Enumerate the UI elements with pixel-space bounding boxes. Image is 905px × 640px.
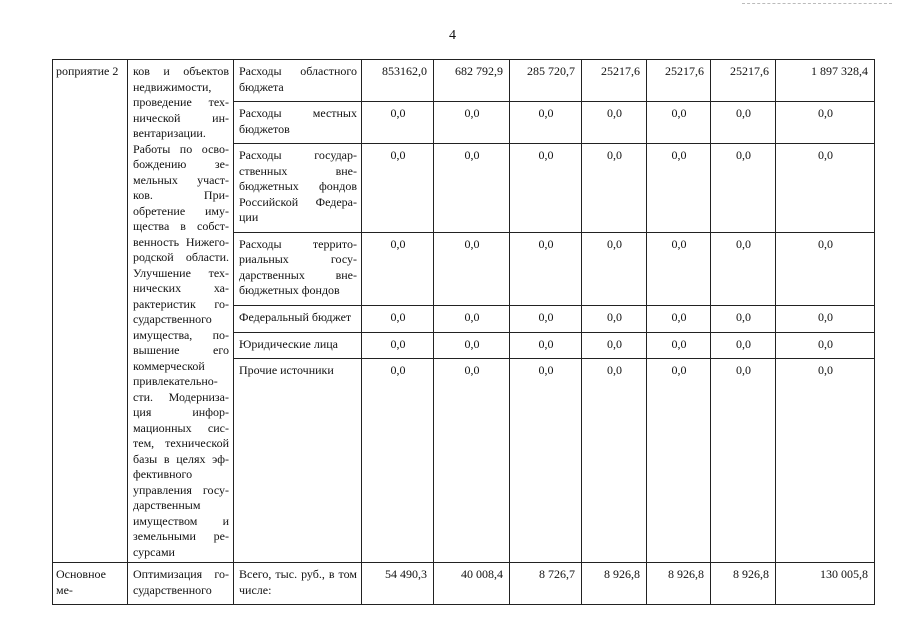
measure-label-cell: Основное ме- (53, 563, 128, 605)
value-cell: 0,0 (582, 332, 647, 359)
measure-label-cell: роприятие 2 (53, 60, 128, 563)
value-cell: 0,0 (510, 305, 582, 332)
value-cell: 0,0 (510, 332, 582, 359)
value-cell: 0,0 (582, 232, 647, 305)
source-cell: Расходы местных бюджетов (234, 102, 362, 144)
value-cell: 0,0 (647, 144, 711, 232)
measure-description-cell (128, 60, 234, 563)
source-cell: Федеральный бюджет (234, 305, 362, 332)
value-cell: 0,0 (362, 305, 434, 332)
value-cell: 8 926,8 (582, 563, 647, 605)
source-cell: Прочие источники (234, 359, 362, 563)
value-cell: 0,0 (776, 359, 875, 563)
value-cell: 1 897 328,4 (776, 60, 875, 102)
value-cell: 853162,0 (362, 60, 434, 102)
value-cell: 0,0 (711, 305, 776, 332)
value-cell: 0,0 (362, 332, 434, 359)
value-cell: 25217,6 (647, 60, 711, 102)
value-cell: 0,0 (434, 232, 510, 305)
value-cell: 285 720,7 (510, 60, 582, 102)
value-cell: 0,0 (647, 359, 711, 563)
value-cell: 0,0 (434, 144, 510, 232)
value-cell: 0,0 (711, 332, 776, 359)
value-cell: 682 792,9 (434, 60, 510, 102)
value-cell: 0,0 (776, 305, 875, 332)
value-cell: 0,0 (582, 305, 647, 332)
value-cell: 0,0 (582, 144, 647, 232)
value-cell: 0,0 (434, 102, 510, 144)
value-cell: 0,0 (776, 332, 875, 359)
value-cell: 0,0 (434, 332, 510, 359)
table-row (53, 60, 875, 102)
value-cell: 0,0 (776, 144, 875, 232)
value-cell: 0,0 (711, 102, 776, 144)
value-cell: 0,0 (711, 232, 776, 305)
value-cell: 8 726,7 (510, 563, 582, 605)
source-cell: Юридические лица (234, 332, 362, 359)
value-cell: 0,0 (362, 359, 434, 563)
value-cell: 0,0 (647, 332, 711, 359)
value-cell: 0,0 (434, 359, 510, 563)
value-cell: 0,0 (362, 232, 434, 305)
value-cell: 0,0 (582, 359, 647, 563)
top-dashed-rule (742, 3, 892, 4)
value-cell: 8 926,8 (711, 563, 776, 605)
budget-table (52, 59, 875, 605)
value-cell: 25217,6 (582, 60, 647, 102)
value-cell: 0,0 (582, 102, 647, 144)
value-cell: 0,0 (510, 359, 582, 563)
value-cell: 0,0 (434, 305, 510, 332)
value-cell: 0,0 (510, 232, 582, 305)
value-cell: 0,0 (647, 102, 711, 144)
value-cell: 0,0 (510, 144, 582, 232)
value-cell: 0,0 (362, 144, 434, 232)
value-cell: 0,0 (647, 305, 711, 332)
value-cell: 8 926,8 (647, 563, 711, 605)
value-cell: 0,0 (711, 359, 776, 563)
value-cell: 0,0 (362, 102, 434, 144)
measure-description: ков и объектов недвижимости, проведение тех-нической ин-вентаризации. Работы по осво-бождению зе-мельных участ-ков. При-обретение иму-щества в собст-венность Нижего-родской области. Улучшение тех-нических ха-рактеристик го-сударственного имущества, по-вышение его коммерческой привлекательно-сти. Модерниза-ция инфор-мационных сис-тем, технической базы в целях эф-фективного управления госу-дарственным имуществом и земельными ре-сурсами (133, 64, 229, 559)
measure-description-cell: Оптимизация го-сударственного (128, 563, 234, 605)
source-cell: Расходы государ-ственных вне-бюджетных фондов Российской Федера-ции (234, 144, 362, 232)
value-cell: 25217,6 (711, 60, 776, 102)
page-number: 4 (449, 28, 456, 43)
value-cell: 0,0 (776, 232, 875, 305)
value-cell: 0,0 (647, 232, 711, 305)
value-cell: 40 008,4 (434, 563, 510, 605)
value-cell: 0,0 (711, 144, 776, 232)
table-row (53, 563, 875, 605)
source-cell: Всего, тыс. руб., в том числе: (234, 563, 362, 605)
value-cell: 130 005,8 (776, 563, 875, 605)
source-cell: Расходы террито-риальных госу-дарственных вне-бюджетных фондов (234, 232, 362, 305)
source-cell: Расходы областного бюджета (234, 60, 362, 102)
value-cell: 54 490,3 (362, 563, 434, 605)
value-cell: 0,0 (776, 102, 875, 144)
value-cell: 0,0 (510, 102, 582, 144)
